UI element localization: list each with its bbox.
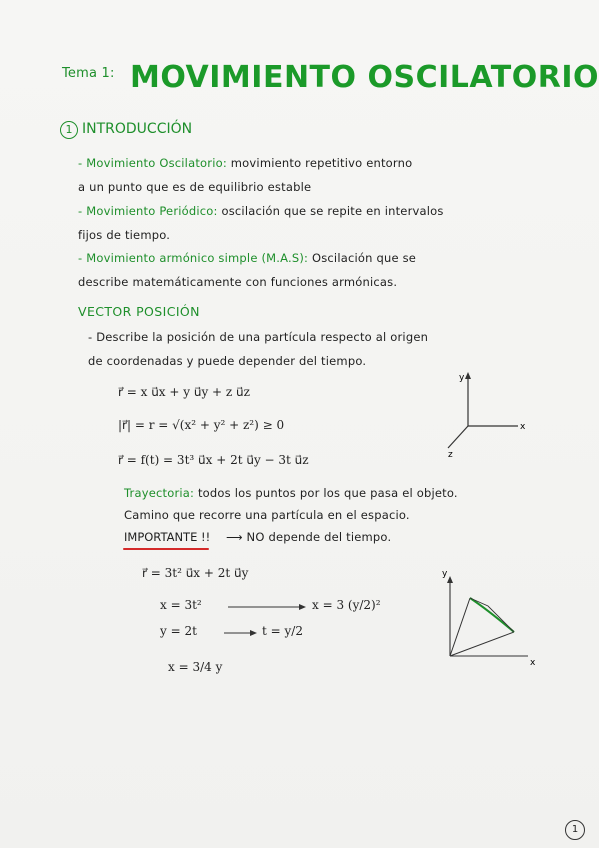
vector-desc-line1: - Describe la posición de una partícula respecto al origen	[88, 330, 429, 344]
important-arrow-text	[226, 530, 391, 544]
important-underline	[123, 548, 209, 550]
term-oscilatorio: - Movimiento Oscilatorio:	[78, 156, 227, 170]
text-mas: Oscilación que se	[311, 251, 417, 265]
vector-desc-line2: de coordenadas y puede depender del tiempo.	[88, 354, 367, 368]
section-introduccion-heading	[60, 121, 192, 139]
section-title: INTRODUCCIÓN	[82, 121, 193, 137]
graph-label-x: x	[530, 658, 536, 668]
equation-final: x = 3/4 y	[168, 660, 223, 674]
page-title: MOVIMIENTO OSCILATORIO	[130, 60, 599, 95]
axis-label-z: z	[448, 450, 453, 460]
text-trayectoria-1: todos los puntos por los que pasa el objeto.	[197, 486, 458, 500]
equation-modulus: |r⃗| = r = √(x² + y² + z²) ≥ 0	[118, 418, 285, 432]
page-number: 1	[565, 820, 585, 840]
coordinate-axes-diagram	[430, 368, 540, 460]
z-axis-line	[448, 426, 468, 448]
graph-y-arrowhead	[447, 576, 453, 583]
no-depende-text: NO depende del tiempo.	[246, 530, 392, 544]
equation-position-vector: r⃗ = x u⃗x + y u⃗y + z u⃗z	[118, 385, 250, 399]
substitution-arrow-t	[224, 624, 258, 640]
trajectory-curve	[470, 598, 514, 632]
equation-x-of-t: x = 3t²	[160, 598, 202, 612]
definition-mas	[78, 251, 416, 265]
y-axis-arrowhead	[465, 372, 471, 379]
substitution-arrow-x	[228, 598, 308, 614]
trajectory-graph	[440, 566, 540, 670]
term-periodico: - Movimiento Periódico:	[78, 204, 218, 218]
definition-oscilatorio	[78, 156, 412, 170]
text-periodico: oscilación que se repite en intervalos	[221, 204, 444, 218]
definition-periodico	[78, 204, 444, 218]
definition-periodico-cont: fijos de tiempo.	[78, 228, 171, 242]
trayectoria-text-2: Camino que recorre una partícula en el espacio.	[124, 508, 410, 522]
definition-mas-cont: describe matemáticamente con funciones armónicas.	[78, 275, 398, 289]
equation-t-of-y: t = y/2	[262, 624, 303, 638]
equation-x-of-y: x = 3 (y/2)²	[312, 598, 381, 612]
graph-label-y: y	[442, 569, 448, 579]
axis-label-y: y	[459, 373, 465, 383]
equation-y-of-t: y = 2t	[160, 624, 197, 638]
definition-oscilatorio-cont: a un punto que es de equilibrio estable	[78, 180, 312, 194]
tema-label: Tema 1:	[62, 66, 115, 81]
term-trayectoria: Trayectoria:	[124, 486, 195, 500]
equation-trayectoria-r: r⃗ = 3t² u⃗x + 2t u⃗y	[142, 566, 249, 580]
section-number-badge: 1	[60, 121, 78, 139]
axis-label-x: x	[520, 422, 526, 432]
trayectoria-definition	[124, 486, 458, 500]
equation-function-of-time: r⃗ = f(t) = 3t³ u⃗x + 2t u⃗y − 3t u⃗z	[118, 453, 309, 467]
arrow-icon: ⟶	[226, 530, 247, 544]
text-oscilatorio: movimiento repetitivo entorno	[230, 156, 413, 170]
position-vector-2	[450, 632, 514, 656]
important-note: IMPORTANTE !!	[124, 530, 211, 544]
vector-posicion-heading: VECTOR POSICIÓN	[78, 304, 200, 319]
position-vector-1	[450, 598, 470, 656]
term-mas: - Movimiento armónico simple (M.A.S):	[78, 251, 309, 265]
